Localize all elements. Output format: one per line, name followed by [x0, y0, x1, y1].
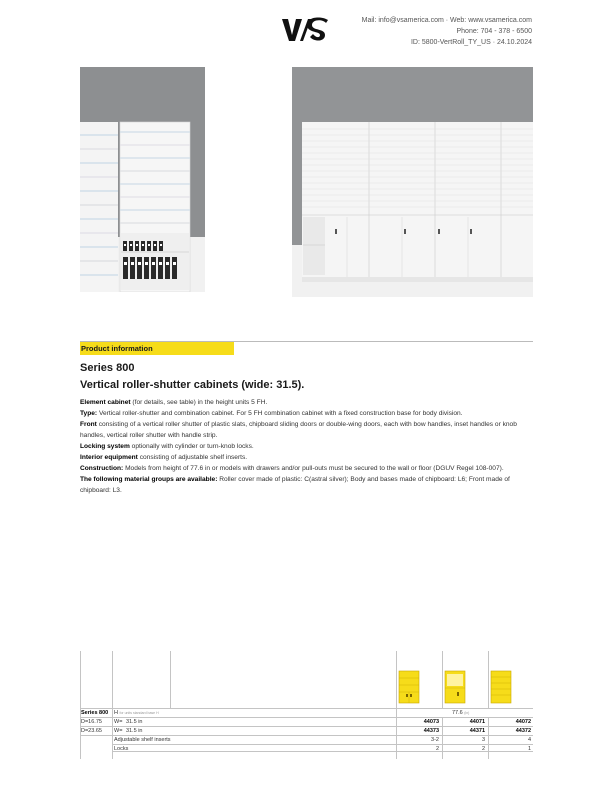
width-row-2: W= 31.5 in — [114, 728, 143, 734]
shelf-inserts-label: Adjustable shelf inserts — [114, 737, 171, 743]
article-number: 44373 — [423, 728, 439, 734]
desc-element-cabinet: Element cabinet (for details, see table) in the height units 5 FH. — [80, 399, 268, 406]
variant-thumbnail-3 — [490, 670, 512, 704]
section-label: Product information — [80, 342, 234, 355]
locks-value: 2 — [481, 746, 485, 752]
contact-phone: Phone: 704 - 378 - 6500 — [456, 28, 532, 35]
spec-table — [80, 651, 533, 759]
article-number: 44073 — [423, 719, 439, 725]
product-photos — [80, 67, 533, 297]
width-row-1: W= 31.5 in — [114, 719, 143, 725]
article-number: 44071 — [469, 719, 485, 725]
variant-thumbnail-2 — [444, 670, 466, 704]
height-unit: (in) — [464, 711, 470, 715]
desc-interior-equipment: Interior equipment consisting of adjustable shelf inserts. — [80, 454, 248, 461]
depth-row-2: D=23.65 — [81, 728, 102, 734]
product-description — [80, 397, 535, 496]
contact-block — [362, 15, 532, 48]
height-note: for units standard base H — [119, 711, 159, 715]
height-label: H for units standard base H — [114, 710, 159, 716]
variant-thumbnail-1 — [398, 670, 420, 704]
article-number: 44371 — [469, 728, 485, 734]
article-number: 44072 — [515, 719, 531, 725]
desc-type: Type: Vertical roller-shutter and combination cabinet. For 5 FH combination cabinet with a fixed construction base for body division. — [80, 410, 463, 417]
desc-front: Front consisting of a vertical roller shutter of plastic slats, chipboard sliding doors or double-wing doors, each with bow handles, inset handles or knob handles, vertical roller shutter with handle strip. — [80, 421, 517, 439]
desc-material-groups: The following material groups are available: Roller cover made of plastic: C(astral silver); Body and bases made of chipboard: L6; Front made of chipboard: L3. — [80, 476, 510, 494]
locks-label: Locks — [114, 746, 129, 752]
shelf-inserts-value: 3-2 — [431, 737, 439, 743]
article-number: 44372 — [515, 728, 531, 734]
shelf-inserts-value: 4 — [527, 737, 531, 743]
desc-locking-system: Locking system optionally with cylinder or turn-knob locks. — [80, 443, 254, 450]
height-value: 77.6 (in) — [452, 710, 470, 716]
locks-value: 2 — [435, 746, 439, 752]
desc-construction: Construction: Models from height of 77.6 in or models with drawers and/or pull-outs must be secured to the wall or floor (DGUV Regel 108-007). — [80, 465, 504, 472]
product-photo-single-cabinet — [80, 67, 205, 292]
locks-value: 1 — [527, 746, 531, 752]
vs-logo — [281, 16, 329, 44]
series-title: Series 800 — [80, 362, 135, 374]
contact-mail-web: Mail: info@vsamerica.com · Web: www.vsamerica.com — [361, 17, 532, 24]
series-label: Series 800 — [81, 710, 109, 716]
product-title: Vertical roller-shutter cabinets (wide: 31.5). — [80, 379, 305, 391]
product-photo-cabinet-row — [292, 67, 533, 297]
document-id: ID: 5800-VertRoll_TY_US · 24.10.2024 — [410, 39, 532, 46]
shelf-inserts-value: 3 — [481, 737, 485, 743]
depth-row-1: D=16.75 — [81, 719, 102, 725]
